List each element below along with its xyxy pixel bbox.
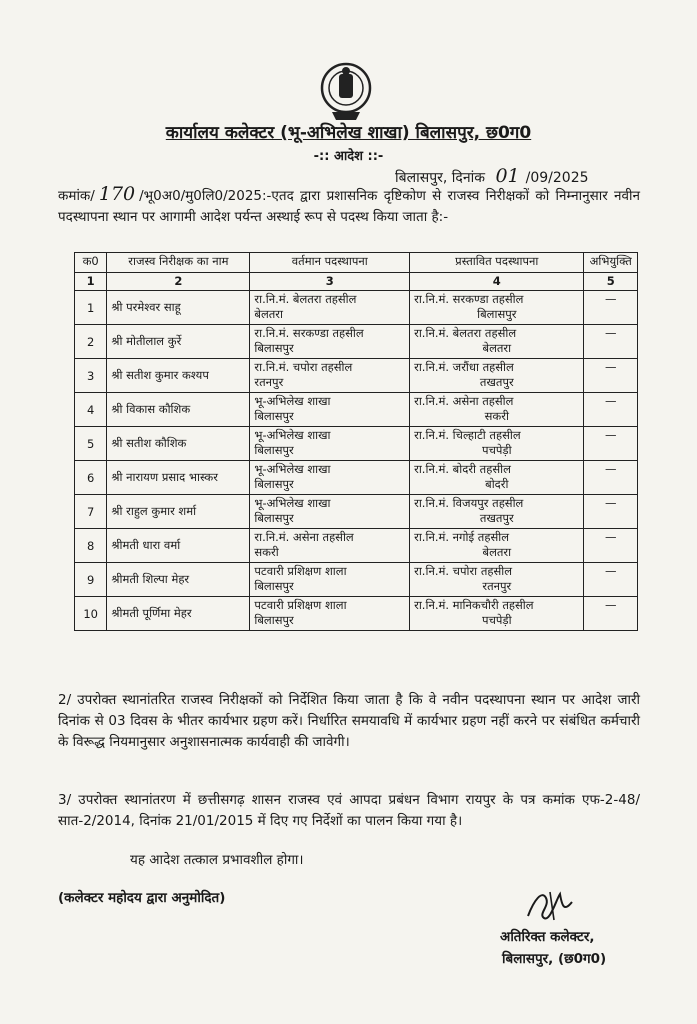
row-sr: 2 <box>75 325 107 359</box>
proposed-line-1: रा.नि.मं. मानिकचौरी तहसील <box>414 598 534 612</box>
current-line-1: पटवारी प्रशिक्षण शाला <box>254 564 347 578</box>
intro-paragraph <box>58 184 640 228</box>
header-sr: क0 <box>75 253 107 273</box>
row-name: श्री राहुल कुमार शर्मा <box>107 495 250 529</box>
state-emblem-icon <box>318 58 374 124</box>
proposed-line-2: तखतपुर <box>479 375 514 389</box>
row-sr: 6 <box>75 461 107 495</box>
header-name: राजस्व निरीक्षक का नाम <box>107 253 250 273</box>
current-line-1: भू-अभिलेख शाखा <box>254 394 331 408</box>
row-sr: 5 <box>75 427 107 461</box>
table-row <box>75 563 638 597</box>
row-remark: — <box>584 597 638 631</box>
current-line-1: रा.नि.मं. सरकण्डा तहसील <box>254 326 364 340</box>
row-name: श्री मोतीलाल कुर्रे <box>107 325 250 359</box>
order-heading: -:: आदेश ::- <box>313 149 384 164</box>
proposed-line-1: रा.नि.मं. चिल्हाटी तहसील <box>414 428 521 442</box>
col-number: 4 <box>410 273 584 291</box>
row-remark: — <box>584 359 638 393</box>
row-proposed-posting <box>410 461 584 495</box>
proposed-line-1: रा.नि.मं. चपोरा तहसील <box>414 564 513 578</box>
date-suffix: /09/2025 <box>525 170 589 186</box>
current-line-1: रा.नि.मं. बेलतरा तहसील <box>254 292 357 306</box>
row-sr: 4 <box>75 393 107 427</box>
current-line-1: भू-अभिलेख शाखा <box>254 428 331 442</box>
current-line-1: भू-अभिलेख शाखा <box>254 462 331 476</box>
current-line-1: पटवारी प्रशिक्षण शाला <box>254 598 347 612</box>
proposed-line-1: रा.नि.मं. असेना तहसील <box>414 394 514 408</box>
proposed-line-1: रा.नि.मं. नगोई तहसील <box>414 530 510 544</box>
row-remark: — <box>584 325 638 359</box>
col-number: 5 <box>584 273 638 291</box>
row-name: श्रीमती शिल्पा मेहर <box>107 563 250 597</box>
table-header-row <box>75 253 638 273</box>
signature-icon <box>520 880 580 930</box>
row-current-posting <box>250 563 410 597</box>
current-line-1: रा.नि.मं. असेना तहसील <box>254 530 354 544</box>
row-current-posting <box>250 359 410 393</box>
row-proposed-posting <box>410 325 584 359</box>
date-prefix: बिलासपुर, दिनांक <box>395 170 485 186</box>
proposed-line-1: रा.नि.मं. विजयपुर तहसील <box>414 496 524 510</box>
proposed-line-2: बेलतरा <box>482 545 512 559</box>
row-current-posting <box>250 597 410 631</box>
table-row <box>75 529 638 563</box>
proposed-line-2: बिलासपुर <box>477 307 517 321</box>
intro-text: /भू0अ0/मु0लि0/2025:-एतद द्वारा प्रशासनिक दृष्टिकोण से राजस्व निरीक्षकों को निम्नानुसार नवीन पदस्थापना स्थान पर आगामी आदेश पर्यन्त अस्थाई रूप से पदस्थ किया जाता है:- <box>58 188 640 225</box>
row-proposed-posting <box>410 427 584 461</box>
effective-statement: यह आदेश तत्काल प्रभावशील होगा। <box>130 852 304 868</box>
row-name: श्री सतीश कुमार कश्यप <box>107 359 250 393</box>
proposed-line-2: पचपेड़ी <box>482 443 512 457</box>
proposed-line-1: रा.नि.मं. बोदरी तहसील <box>414 462 511 476</box>
row-current-posting <box>250 325 410 359</box>
row-proposed-posting <box>410 563 584 597</box>
current-line-2: बिलासपुर <box>254 511 294 525</box>
proposed-line-1: रा.नि.मं. सरकण्डा तहसील <box>414 292 524 306</box>
row-proposed-posting <box>410 393 584 427</box>
row-sr: 8 <box>75 529 107 563</box>
row-proposed-posting <box>410 359 584 393</box>
row-remark: — <box>584 529 638 563</box>
proposed-line-1: रा.नि.मं. बेलतरा तहसील <box>414 326 517 340</box>
table-row <box>75 359 638 393</box>
approval-note: (कलेक्टर महोदय द्वारा अनुमोदित) <box>58 890 226 906</box>
row-proposed-posting <box>410 597 584 631</box>
signoff-place: बिलासपुर, (छ0ग0) <box>502 951 607 967</box>
proposed-line-2: पचपेड़ी <box>482 613 512 627</box>
order-no-prefix: कमांक/ <box>58 188 95 204</box>
table-row <box>75 427 638 461</box>
current-line-2: सकरी <box>254 545 279 559</box>
current-line-2: बिलासपुर <box>254 341 294 355</box>
current-line-2: बिलासपुर <box>254 579 294 593</box>
column-number-row <box>75 273 638 291</box>
current-line-2: बिलासपुर <box>254 443 294 457</box>
row-sr: 9 <box>75 563 107 597</box>
row-name: श्री परमेश्वर साहू <box>107 291 250 325</box>
col-number: 3 <box>250 273 410 291</box>
current-line-2: बिलासपुर <box>254 409 294 423</box>
proposed-line-1: रा.नि.मं. जरौंधा तहसील <box>414 360 514 374</box>
current-line-1: रा.नि.मं. चपोरा तहसील <box>254 360 353 374</box>
proposed-line-2: बेलतरा <box>482 341 512 355</box>
current-line-2: बिलासपुर <box>254 477 294 491</box>
col-number: 2 <box>107 273 250 291</box>
row-remark: — <box>584 427 638 461</box>
row-sr: 7 <box>75 495 107 529</box>
row-name: श्रीमती पूर्णिमा मेहर <box>107 597 250 631</box>
office-title: कार्यालय कलेक्टर (भू-अभिलेख शाखा) बिलासपुर, छ0ग0 <box>165 123 532 143</box>
proposed-line-2: बोदरी <box>485 477 509 491</box>
table-row <box>75 597 638 631</box>
row-remark: — <box>584 563 638 597</box>
row-name: श्री सतीश कौशिक <box>107 427 250 461</box>
row-name: श्री विकास कौशिक <box>107 393 250 427</box>
paragraph-3: 3/ उपरोक्त स्थानांतरण में छत्तीसगढ़ शासन राजस्व एवं आपदा प्रबंधन विभाग रायपुर के पत्र कमांक एफ-2-48/सात-2/2014, दिनांक 21/01/2015 में दिए गए निर्देशों का पालन किया गया है। <box>58 792 640 829</box>
proposed-line-2: तखतपुर <box>479 511 514 525</box>
paragraph-2: 2/ उपरोक्त स्थानांतरित राजस्व निरीक्षकों को निर्देशित किया जाता है कि वे नवीन पदस्थापना स्थान पर आदेश जारी दिनांक से 03 दिवस के भीतर कार्यभार ग्रहण करें। निर्धारित समयावधि में कार्यभार ग्रहण नहीं करने पर संबंधित कर्मचारी के विरूद्ध नियमानुसार अनुशासनात्मक कार्यवाही की जावेगी। <box>58 692 640 750</box>
current-line-2: बेलतरा <box>254 307 283 321</box>
table-row <box>75 393 638 427</box>
row-current-posting <box>250 291 410 325</box>
row-name: श्रीमती धारा वर्मा <box>107 529 250 563</box>
current-line-2: रतनपुर <box>254 375 284 389</box>
current-line-2: बिलासपुर <box>254 613 294 627</box>
signoff-block <box>500 926 606 970</box>
header-proposed: प्रस्तावित पदस्थापना <box>410 253 584 273</box>
col-number: 1 <box>75 273 107 291</box>
proposed-line-2: सकरी <box>484 409 509 423</box>
row-proposed-posting <box>410 495 584 529</box>
row-current-posting <box>250 495 410 529</box>
row-proposed-posting <box>410 529 584 563</box>
row-name: श्री नारायण प्रसाद भास्कर <box>107 461 250 495</box>
row-remark: — <box>584 461 638 495</box>
transfer-table <box>74 252 638 631</box>
row-current-posting <box>250 427 410 461</box>
table-row <box>75 291 638 325</box>
row-current-posting <box>250 393 410 427</box>
row-proposed-posting <box>410 291 584 325</box>
table-row <box>75 461 638 495</box>
row-remark: — <box>584 495 638 529</box>
row-remark: — <box>584 291 638 325</box>
proposed-line-2: रतनपुर <box>482 579 512 593</box>
header-current: वर्तमान पदस्थापना <box>250 253 410 273</box>
order-number-handwritten: 170 <box>98 183 136 205</box>
signoff-designation: अतिरिक्त कलेक्टर, <box>500 929 595 945</box>
header-remark: अभियुक्ति <box>584 253 638 273</box>
table-row <box>75 495 638 529</box>
row-sr: 3 <box>75 359 107 393</box>
row-sr: 10 <box>75 597 107 631</box>
table-row <box>75 325 638 359</box>
row-remark: — <box>584 393 638 427</box>
current-line-1: भू-अभिलेख शाखा <box>254 496 331 510</box>
row-current-posting <box>250 529 410 563</box>
row-current-posting <box>250 461 410 495</box>
date-day-handwritten: 01 <box>495 165 520 187</box>
row-sr: 1 <box>75 291 107 325</box>
